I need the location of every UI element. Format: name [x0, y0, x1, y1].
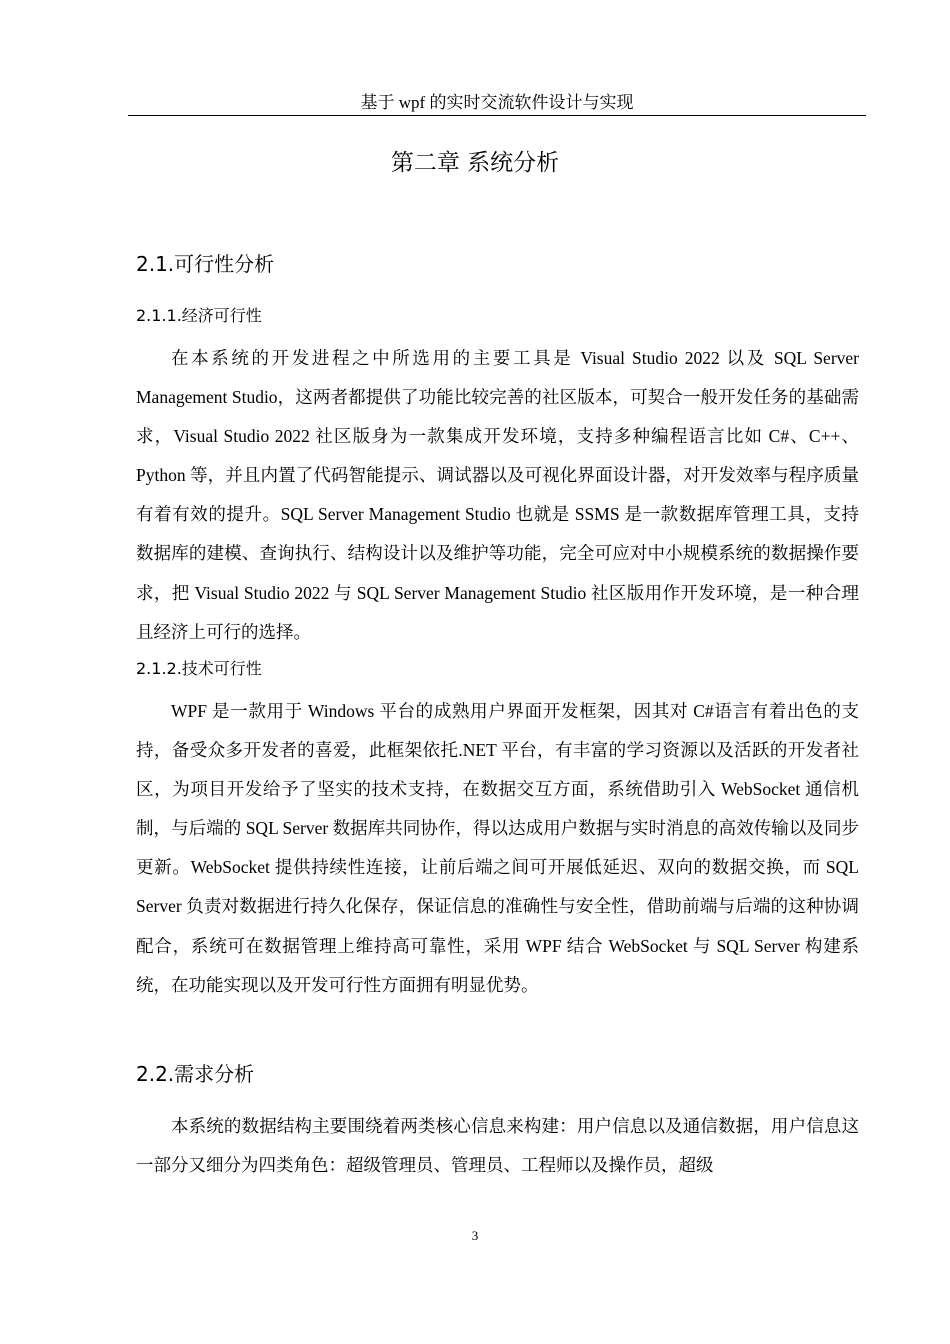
paragraph-requirements-analysis: 本系统的数据结构主要围绕着两类核心信息来构建：用户信息以及通信数据，用户信息这一部分又细分为四类角色：超级管理员、管理员、工程师以及操作员，超级	[136, 1116, 859, 1176]
page-number: 3	[471, 1228, 479, 1243]
section-heading-2-2: 2.2.需求分析	[136, 1062, 255, 1086]
subsection-heading-2-1-1: 2.1.1.经济可行性	[136, 306, 262, 325]
section-heading-2-1: 2.1.可行性分析	[136, 252, 275, 276]
paragraph-economic-feasibility: 在本系统的开发进程之中所选用的主要工具是 Visual Studio 2022 以及 SQL Server Management Studio，这两者都提供了功能比较完善的社区版本，可契合一般开发任务的基础需求，Visual Studio 2022 社区版身为一款集成开发环境，支持多种编程语言比如 C#、C++、Python 等，并且内置了代码智能提示、调试器以及可视化界面设计器，对开发效率与程序质量有着有效的提升。SQL Server Management Studio 也就是 SSMS 是一款数据库管理工具，支持数据库的建模、查询执行、结构设计以及维护等功能，完全可应对中小规模系统的数据操作要求，把 Visual Studio 2022 与 SQL Server Management Studio 社区版用作开发环境，是一种合理且经济上可行的选择。	[136, 348, 859, 642]
paragraph-technical-feasibility: WPF 是一款用于 Windows 平台的成熟用户界面开发框架，因其对 C#语言有着出色的支持，备受众多开发者的喜爱，此框架依托.NET 平台，有丰富的学习资源以及活跃的开发者社区，为项目开发给予了坚实的技术支持，在数据交互方面，系统借助引入 WebSocket 通信机制，与后端的 SQL Server 数据库共同协作，得以达成用户数据与实时消息的高效传输以及同步更新。WebSocket 提供持续性连接，让前后端之间可开展低延迟、双向的数据交换，而 SQL Server 负责对数据进行持久化保存，保证信息的准确性与安全性，借助前端与后端的这种协调配合，系统可在数据管理上维持高可靠性，采用 WPF 结合 WebSocket 与 SQL Server 构建系统，在功能实现以及开发可行性方面拥有明显优势。	[136, 701, 859, 995]
chapter-title: 第二章 系统分析	[390, 150, 560, 176]
header-rule	[128, 115, 866, 116]
subsection-heading-2-1-2: 2.1.2.技术可行性	[136, 659, 262, 678]
running-header: 基于 wpf 的实时交流软件设计与实现	[360, 93, 634, 112]
